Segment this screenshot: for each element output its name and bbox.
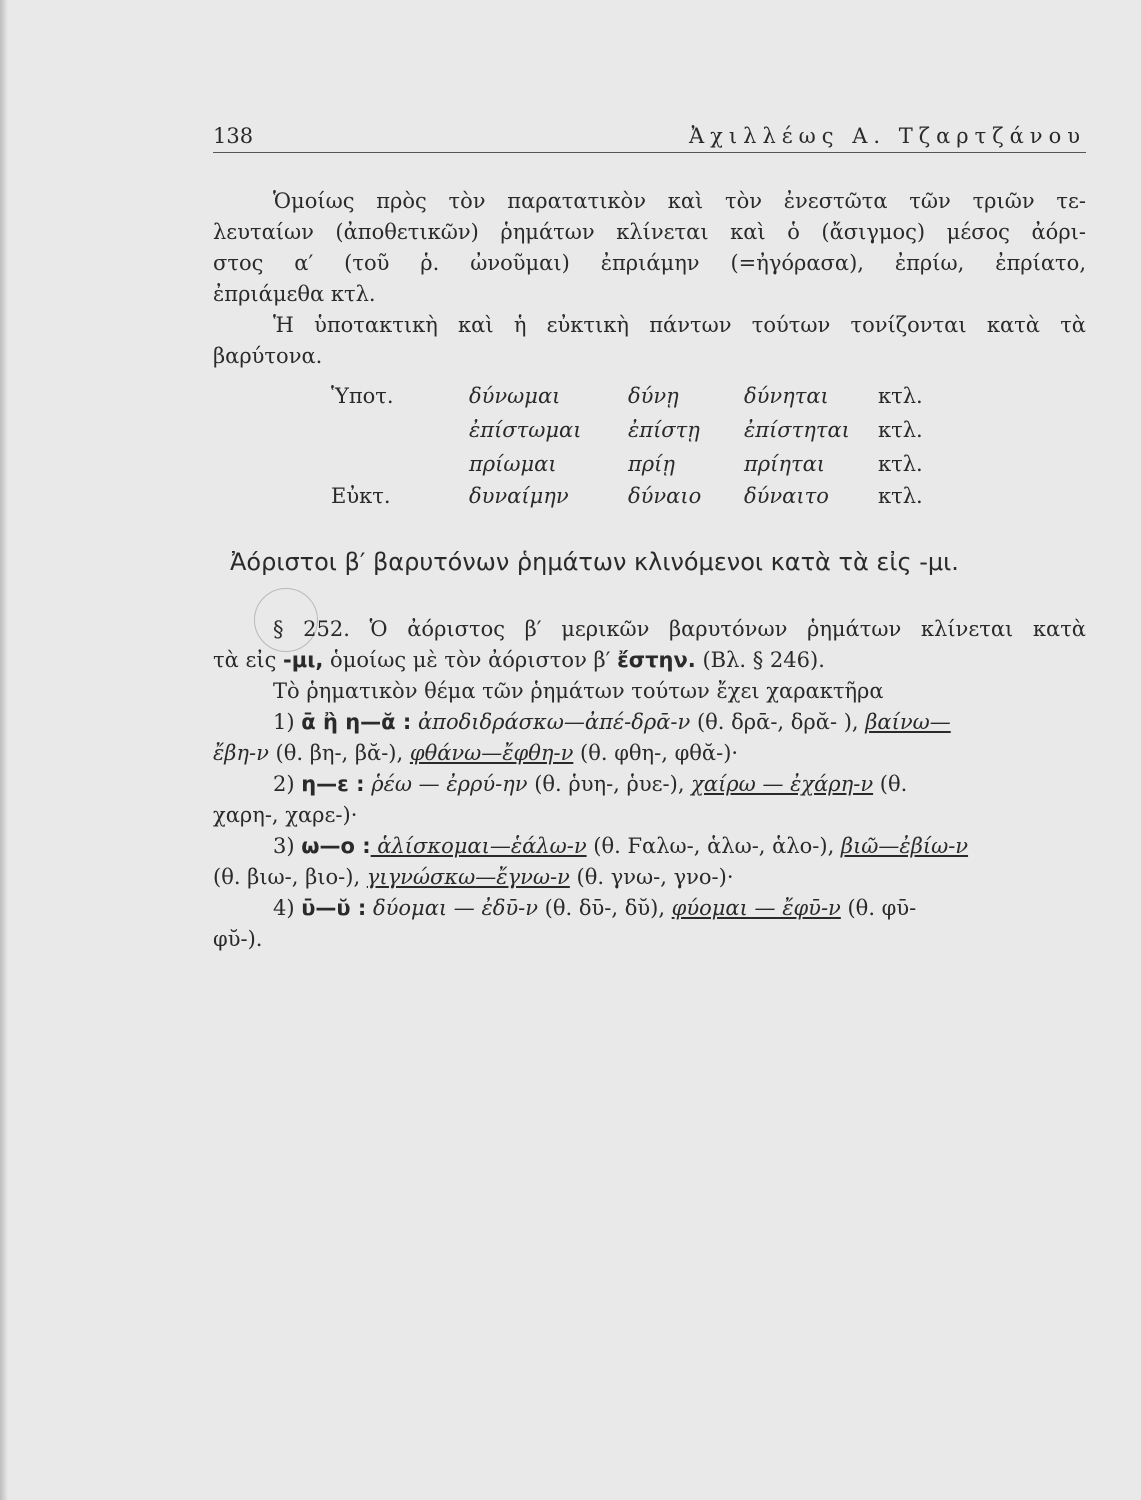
- accent-paragraph: [213, 310, 1086, 372]
- item-stem: (θ. Ϝαλω-, ἁλω-, ἁλο-),: [586, 834, 841, 858]
- table-row: [213, 384, 1086, 414]
- item-4-line-1: [213, 893, 1086, 924]
- section-252-paragraph: [213, 614, 1086, 707]
- item-example: φύομαι — ἔφῡ-ν: [671, 896, 841, 920]
- mood-label: Ὑποτ.: [331, 384, 394, 408]
- item-example: ἔβη-ν: [213, 741, 269, 765]
- form-2: ἐπίστῃ: [628, 418, 700, 442]
- accent-line-2: βαρύτονα.: [213, 344, 323, 368]
- item-stem: (θ. βη-, βᾰ-),: [268, 741, 410, 765]
- table-row: [213, 418, 1086, 448]
- table-row: [213, 452, 1086, 482]
- item-3-line-2: [213, 862, 1086, 893]
- item-number: 1): [273, 710, 302, 734]
- s252-ending-mi: -μι,: [283, 648, 324, 672]
- form-1: δυναίμην: [469, 484, 569, 508]
- table-row: [213, 484, 1086, 514]
- form-3: πρίηται: [744, 452, 825, 476]
- item-vowel: η—ε :: [301, 772, 365, 796]
- item-example: χαίρω — ἐχάρη-ν: [691, 772, 874, 796]
- intro-line-4: ἐπριάμεθα κτλ.: [213, 282, 376, 306]
- s252-example-estin: ἔστην.: [617, 648, 696, 672]
- etc-label: κτλ.: [878, 452, 923, 476]
- item-stem: (θ. δρᾱ-, δρᾰ- ),: [690, 710, 866, 734]
- form-2: δύνῃ: [628, 384, 679, 408]
- s252-line-2: [213, 645, 1086, 676]
- item-example: δύομαι — ἐδῡ-ν: [366, 896, 538, 920]
- section-title: Ἀόριστοι β′ βαρυτόνων ῥημάτων κλινόμενοι κατὰ τὰ εἰς -μι.: [230, 548, 959, 576]
- item-stem: (θ. φθη-, φθᾰ-)·: [573, 741, 739, 765]
- etc-label: κτλ.: [878, 484, 923, 508]
- form-3: δύναιτο: [744, 484, 829, 508]
- item-number: 2): [273, 772, 302, 796]
- item-stem: (θ. γνω-, γνο-)·: [569, 865, 734, 889]
- item-example: γιγνώσκω—ἔγνω-ν: [366, 865, 570, 889]
- s252-text: τὰ εἰς: [213, 648, 284, 672]
- item-stem: (θ.: [873, 772, 908, 796]
- item-number: 4): [273, 896, 302, 920]
- item-3-line-1: [213, 831, 1086, 862]
- mood-label: Εὐκτ.: [331, 484, 391, 508]
- item-vowel: ῡ—ῠ :: [301, 896, 367, 920]
- item-1-line-1: [213, 707, 1086, 738]
- item-2-line-2: χαρη-, χαρε-)·: [213, 803, 358, 827]
- form-2: δύναιο: [628, 484, 702, 508]
- item-example: ἀποδιδράσκω—ἀπέ-δρᾱ-ν: [411, 710, 691, 734]
- s252-text: ὁμοίως μὲ τὸν ἀόριστον β′: [323, 648, 618, 672]
- form-1: πρίωμαι: [469, 452, 557, 476]
- item-example: φθάνω—ἔφθη-ν: [409, 741, 574, 765]
- intro-line-1: Ὁμοίως πρὸς τὸν παρατατικὸν καὶ τὸν ἐνεστῶτα τῶν τριῶν τε-: [273, 189, 1086, 213]
- item-stem: (θ. φῡ-: [840, 896, 917, 920]
- form-1: ἐπίστωμαι: [469, 418, 582, 442]
- form-3: δύνηται: [744, 384, 829, 408]
- s252-line-3: Τὸ ῥηματικὸν θέμα τῶν ῥημάτων τούτων ἔχει χαρακτῆρα: [273, 679, 884, 703]
- item-vowel: ᾱ ἢ η—ᾰ :: [301, 710, 412, 734]
- etc-label: κτλ.: [878, 384, 923, 408]
- etc-label: κτλ.: [878, 418, 923, 442]
- page-header: [213, 122, 1086, 153]
- s252-line-1: § 252. Ὁ ἀόριστος β′ μερικῶν βαρυτόνων ῥημάτων κλίνεται κατὰ: [273, 617, 1086, 641]
- accent-line-1: Ἡ ὑποτακτικὴ καὶ ἡ εὐκτικὴ πάντων τούτων τονίζονται κατὰ τὰ: [273, 313, 1086, 337]
- item-stem: (θ. βιω-, βιο-),: [213, 865, 367, 889]
- running-head: Ἀχιλλέως Α. Τζαρτζάνου: [689, 124, 1086, 148]
- page-edge-shadow: [0, 0, 8, 1500]
- item-4-line-2: φῠ-).: [213, 927, 263, 951]
- item-stem: (θ. ῥυη-, ῥυε-),: [527, 772, 692, 796]
- form-2: πρίῃ: [628, 452, 675, 476]
- s252-reference: (Βλ. § 246).: [695, 648, 825, 672]
- item-stem: (θ. δῡ-, δῠ),: [538, 896, 672, 920]
- intro-line-3: στος α′ (τοῦ ῥ. ὠνοῦμαι) ἐπριάμην (=ἠγόρασα), ἐπρίω, ἐπρίατο,: [213, 251, 1086, 275]
- stem-items: [213, 707, 1086, 955]
- form-1: δύνωμαι: [469, 384, 561, 408]
- item-vowel: ω—ο :: [301, 834, 371, 858]
- item-2-line-1: [213, 769, 1086, 800]
- item-example: ῥέω — ἐρρύ-ην: [364, 772, 528, 796]
- intro-paragraph: [213, 186, 1086, 310]
- item-number: 3): [273, 834, 302, 858]
- page-number: 138: [213, 124, 254, 148]
- item-example: ἁλίσκομαι—ἑάλω-ν: [370, 834, 587, 858]
- intro-line-2: λευταίων (ἀποθετικῶν) ῥημάτων κλίνεται καὶ ὁ (ἄσιγμος) μέσος ἀόρι-: [213, 220, 1086, 244]
- form-3: ἐπίστηται: [744, 418, 850, 442]
- item-example: βιῶ—ἐβίω-ν: [840, 834, 969, 858]
- item-example: βαίνω—: [865, 710, 951, 734]
- item-1-line-2: [213, 738, 1086, 769]
